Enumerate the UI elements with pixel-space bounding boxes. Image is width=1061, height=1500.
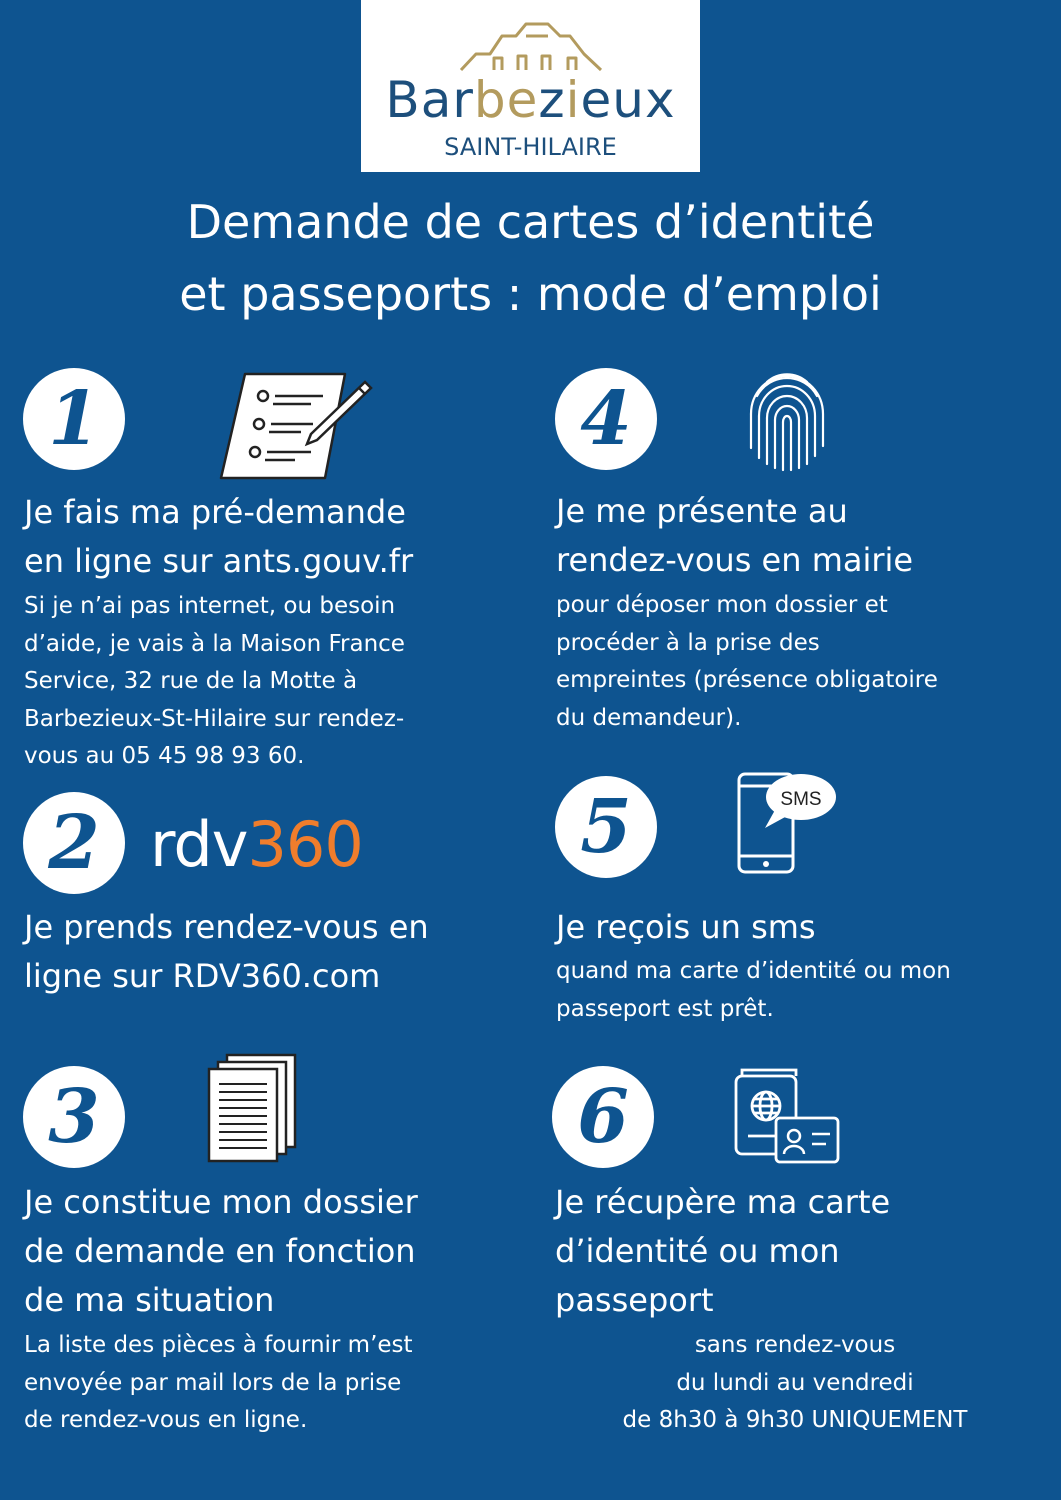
step-title-line: Je récupère ma carte bbox=[555, 1183, 891, 1221]
logo-wordmark bbox=[361, 70, 700, 130]
step-title-line: en ligne sur ants.gouv.fr bbox=[24, 542, 414, 580]
step-1-description bbox=[24, 588, 405, 776]
documents-icon bbox=[205, 1052, 300, 1164]
page-title-line: et passeports : mode d’emploi bbox=[179, 267, 882, 321]
step-3-title bbox=[24, 1178, 418, 1325]
step-1-number: 1 bbox=[23, 368, 125, 470]
step-title-line: rendez-vous en mairie bbox=[556, 541, 914, 579]
fingerprint-icon bbox=[745, 366, 829, 472]
phone-sms-icon bbox=[735, 770, 841, 876]
step-5-description bbox=[556, 953, 951, 1028]
step-title-line: de demande en fonction bbox=[24, 1232, 416, 1270]
step-4-description bbox=[556, 587, 938, 737]
page-title bbox=[0, 186, 1061, 330]
logo-word-part: z bbox=[538, 71, 566, 129]
step-desc-line: de 8h30 à 9h30 UNIQUEMENT bbox=[622, 1407, 968, 1433]
step-title-line: ligne sur RDV360.com bbox=[24, 957, 381, 995]
step-6-description bbox=[555, 1327, 1035, 1440]
logo-word-part-gold: i bbox=[565, 71, 581, 129]
logo-word-part: eux bbox=[580, 71, 676, 129]
logo-word-part-gold: be bbox=[473, 71, 539, 129]
step-5-title bbox=[556, 903, 816, 952]
step-desc-line: passeport est prêt. bbox=[556, 995, 774, 1022]
step-desc-line: empreintes (présence obligatoire bbox=[556, 667, 938, 693]
step-2-title bbox=[24, 903, 429, 1001]
step-title-line: de ma situation bbox=[24, 1281, 275, 1319]
step-6-number: 6 bbox=[552, 1066, 654, 1168]
rdv360-logo bbox=[150, 808, 363, 882]
step-1-title bbox=[24, 488, 413, 586]
logo-box bbox=[361, 0, 700, 172]
step-desc-line: quand ma carte d’identité ou mon bbox=[556, 958, 951, 984]
step-title-line: Je prends rendez-vous en bbox=[24, 908, 429, 946]
step-desc-line: Si je n’ai pas internet, ou besoin bbox=[24, 593, 396, 619]
step-title-line: Je me présente au bbox=[556, 492, 848, 530]
sms-label: SMS bbox=[780, 789, 822, 810]
step-desc-line: La liste des pièces à fournir m’est bbox=[24, 1332, 413, 1358]
step-desc-line: pour déposer mon dossier et bbox=[556, 592, 888, 618]
step-title-line: Je fais ma pré-demande bbox=[24, 493, 406, 531]
logo-subtitle: SAINT-HILAIRE bbox=[444, 133, 617, 161]
castle-logo-icon bbox=[456, 18, 606, 74]
step-3-description bbox=[24, 1327, 413, 1440]
form-pen-icon bbox=[215, 368, 375, 480]
step-desc-line: d’aide, je vais à la Maison France bbox=[24, 630, 405, 657]
step-desc-line: Barbezieux-St-Hilaire sur rendez- bbox=[24, 705, 405, 732]
logo-word-part: Bar bbox=[385, 71, 474, 129]
step-desc-line: vous au 05 45 98 93 60. bbox=[24, 743, 305, 769]
page-title-line: Demande de cartes d’identité bbox=[186, 195, 875, 249]
step-title-line: Je reçois un sms bbox=[556, 908, 816, 946]
step-4-number: 4 bbox=[555, 368, 657, 470]
step-title-line: Je constitue mon dossier bbox=[24, 1183, 418, 1221]
step-desc-line: procéder à la prise des bbox=[556, 629, 820, 656]
step-3-number: 3 bbox=[23, 1066, 125, 1168]
step-6-title bbox=[555, 1178, 890, 1325]
step-desc-line: du lundi au vendredi bbox=[676, 1369, 914, 1396]
step-desc-line: Service, 32 rue de la Motte à bbox=[24, 668, 358, 694]
step-4-title bbox=[556, 487, 913, 585]
step-desc-line: de rendez-vous en ligne. bbox=[24, 1407, 308, 1433]
step-desc-line: du demandeur). bbox=[556, 704, 742, 731]
rdv360-logo-rdv: rdv bbox=[150, 808, 248, 881]
step-2-number: 2 bbox=[23, 792, 125, 894]
step-desc-line: envoyée par mail lors de la prise bbox=[24, 1369, 402, 1396]
passport-id-card-icon bbox=[730, 1066, 842, 1168]
step-desc-line: sans rendez-vous bbox=[694, 1332, 896, 1358]
step-5-number: 5 bbox=[555, 776, 657, 878]
step-title-line: d’identité ou mon bbox=[555, 1232, 840, 1270]
rdv360-logo-360: 360 bbox=[247, 808, 363, 881]
step-title-line: passeport bbox=[555, 1281, 714, 1319]
